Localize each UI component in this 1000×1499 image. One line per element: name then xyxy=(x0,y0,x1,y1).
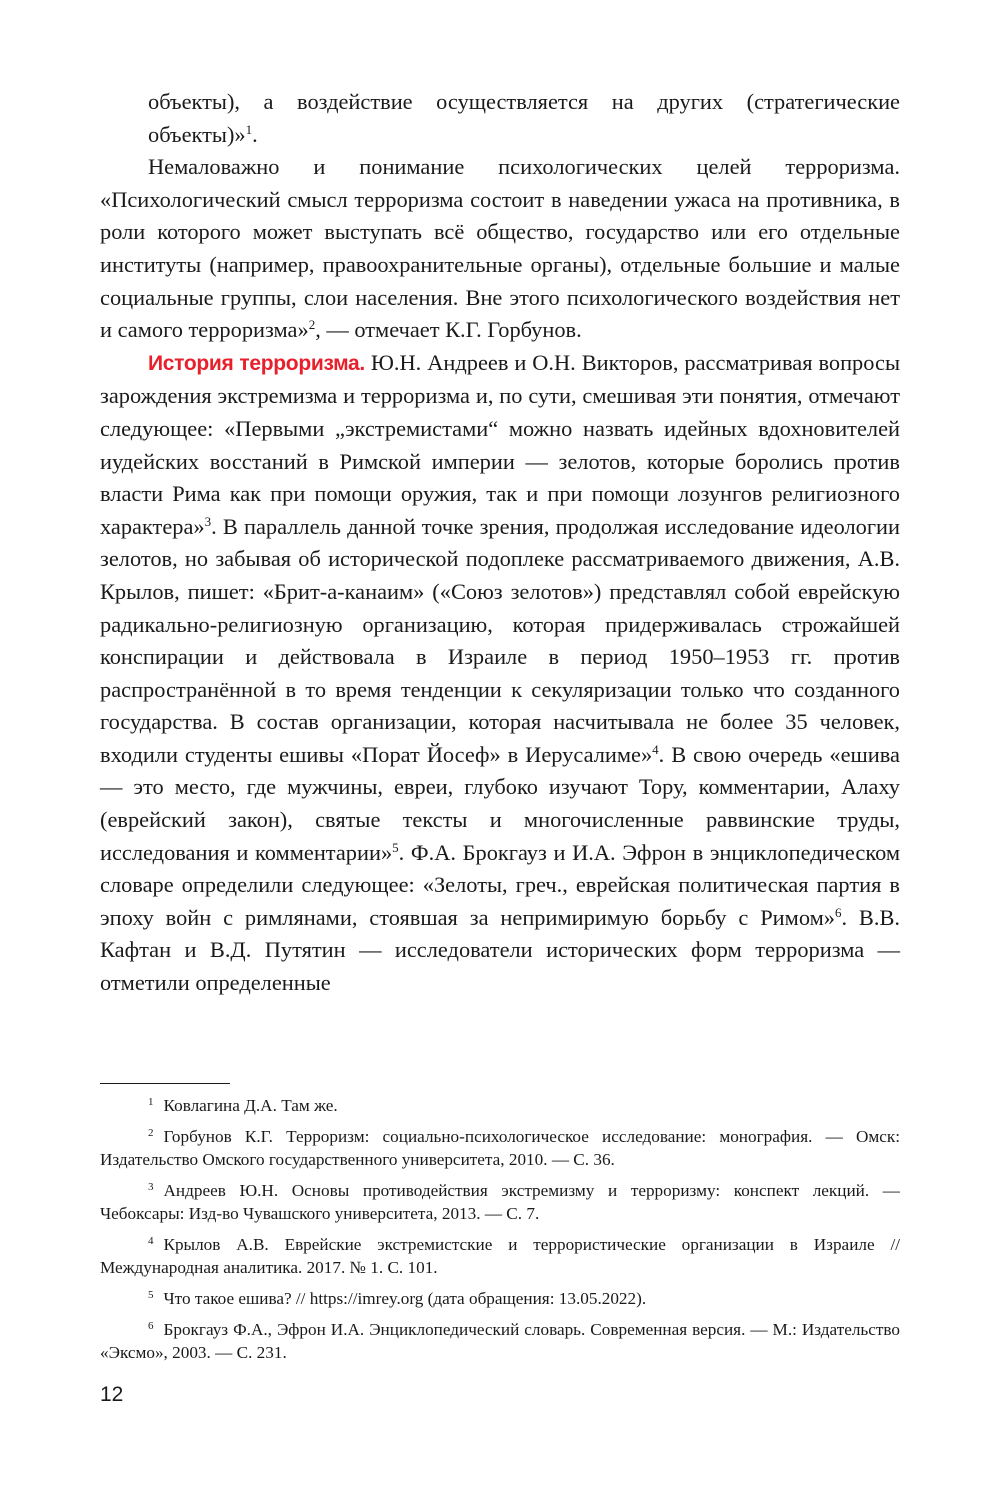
footnote-number: 1 xyxy=(148,1096,154,1108)
footnote-1 xyxy=(100,1094,900,1117)
paragraph-text: . В свою очередь «ешива — это место, где мужчины, евреи, глубоко изучают Тору, комментарии, Алаху (еврейский закон), святые тексты и многочисленные раввинские труды, исследования и комментарии» xyxy=(100,741,900,865)
footnote-number: 2 xyxy=(148,1127,154,1139)
paragraph-text: объекты), а воздействие осуществляется на других (стратегические объекты)» xyxy=(148,89,900,147)
footnote-number: 5 xyxy=(148,1289,154,1301)
footnote-4 xyxy=(100,1233,900,1279)
section-heading: История терроризма. xyxy=(148,351,365,375)
paragraph-text: Ю.Н. Андреев и О.Н. Викторов, рассматривая вопросы зарождения экстремизма и терроризма и, по сути, смешивая эти понятия, отмечают следующее: «Первыми „экстремистами“ можно назвать идейных вдохновителей иудейских восстаний в Римской империи — зелотов, которые боролись против власти Рима как при помощи оружия, так и при помощи лозунгов религиозного характера» xyxy=(100,349,900,539)
footnote-2 xyxy=(100,1125,900,1171)
paragraph-history xyxy=(100,347,900,1000)
paragraph-text: . xyxy=(252,121,258,147)
footnote-6 xyxy=(100,1318,900,1364)
footnote-ref-6[interactable]: 6 xyxy=(834,904,842,920)
footnote-text: Что такое ешива? // https://imrey.org (дата обращения: 13.05.2022). xyxy=(163,1289,647,1308)
footnote-text: Ковлагина Д.А. Там же. xyxy=(163,1096,338,1115)
footnote-text: Горбунов К.Г. Терроризм: социально-психологическое исследование: монография. — Омск: Издательство Омского государственного университета, 2010. — С. 36. xyxy=(100,1127,900,1169)
footnote-number: 4 xyxy=(148,1235,154,1247)
footnote-text: Крылов А.В. Еврейские экстремистские и террористические организации в Израиле // Международная аналитика. 2017. № 1. С. 101. xyxy=(100,1235,900,1277)
paragraph-psychological-goals xyxy=(100,151,900,347)
footnote-number: 6 xyxy=(148,1320,154,1332)
main-text xyxy=(100,86,900,1000)
footnote-ref-3[interactable]: 3 xyxy=(204,513,212,529)
paragraph-text: Немаловажно и понимание психологических целей терроризма. «Психологический смысл терроризма состоит в наведении ужаса на противника, в роли которого может выступать всё общество, государство или его отдельные институты (например, правоохранительные органы), отдельные большие и малые социальные группы, слои населения. Вне этого психологического воздействия нет и самого терроризма» xyxy=(100,154,900,343)
footnote-ref-2[interactable]: 2 xyxy=(308,317,316,333)
footnote-ref-1[interactable]: 1 xyxy=(245,121,253,137)
footnote-text: Брокгауз Ф.А., Эфрон И.А. Энциклопедический словарь. Современная версия. — М.: Издательство «Эксмо», 2003. — С. 231. xyxy=(100,1320,900,1362)
footnotes xyxy=(100,1094,900,1372)
paragraph-text: . В параллель данной точке зрения, продолжая исследование идеологии зелотов, но забывая об исторической подоплеке рассматриваемого движения, А.В. Крылов, пишет: «Брит-а-канаим» («Союз зелотов») представлял собой еврейскую радикально-религиозную организацию, которая придерживалась строжайшей конспирации и действовала в Израиле в период 1950–1953 гг. против распространённой в то время тенденции к секуляризации только что созданного государства. В состав организации, которая насчитывала не более 35 человек, входили студенты ешивы «Порат Йосеф» в Иерусалиме» xyxy=(100,513,900,767)
paragraph-continuation xyxy=(100,86,900,151)
paragraph-text: , — отмечает К.Г. Горбунов. xyxy=(315,317,582,343)
footnote-ref-4[interactable]: 4 xyxy=(652,741,659,757)
paragraph-text: . В.В. Кафтан и В.Д. Путятин — исследователи исторических форм терроризма — отметили определенные xyxy=(100,904,900,996)
footnote-divider xyxy=(100,1083,230,1084)
footnote-5 xyxy=(100,1287,900,1310)
footnote-number: 3 xyxy=(148,1181,154,1193)
footnote-3 xyxy=(100,1179,900,1225)
paragraph-text: . Ф.А. Брокгауз и И.А. Эфрон в энциклопедическом словаре определили следующее: «Зелоты, греч., еврейская политическая партия в эпоху войн с римлянами, стоявшая за непримиримую борьбу с Римом» xyxy=(100,839,901,930)
page-number: 12 xyxy=(100,1383,124,1406)
footnote-text: Андреев Ю.Н. Основы противодействия экстремизму и терроризму: конспект лекций. — Чебоксары: Изд-во Чувашского университета, 2013. — С. 7. xyxy=(100,1181,900,1223)
footnote-ref-5[interactable]: 5 xyxy=(392,839,399,855)
